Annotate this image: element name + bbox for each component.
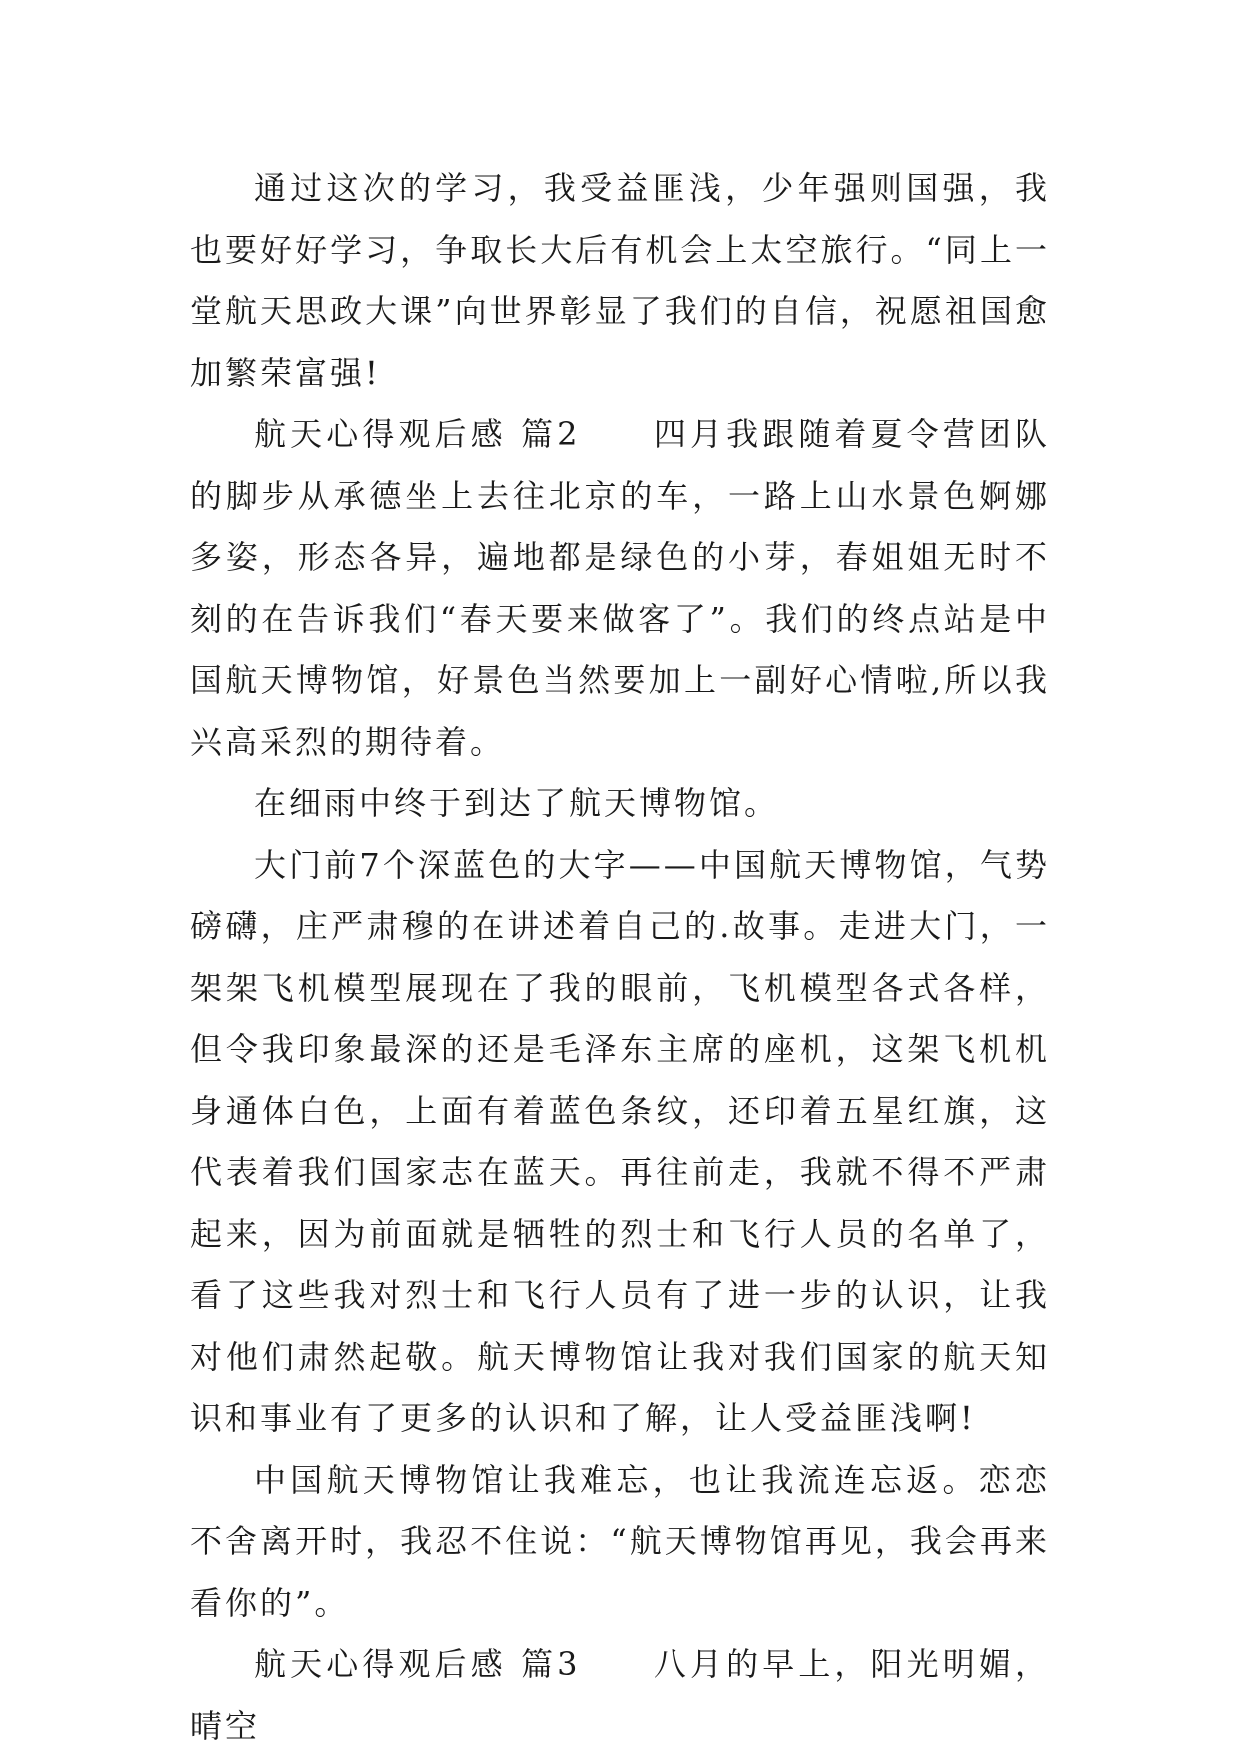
paragraph-farewell: 中国航天博物馆让我难忘，也让我流连忘返。恋恋不舍离开时，我忍不住说：“航天博物馆再见，我会再来看你的”。 — [190, 1460, 1050, 1622]
document-body — [190, 158, 1050, 1757]
paragraph-conclusion: 通过这次的学习，我受益匪浅，少年强则国强，我也要好好学习，争取长大后有机会上太空旅行。“同上一堂航天思政大课”向世界彰显了我们的自信，祝愿祖国愈加繁荣富强! — [190, 169, 1050, 392]
paragraph-essay-2-intro: 航天心得观后感 篇2 四月我跟随着夏令营团队的脚步从承德坐上去往北京的车，一路上山水景色婀娜多姿，形态各异，遍地都是绿色的小芽，春姐姐无时不刻的在告诉我们“春天要来做客了”。我们的终点站是中国航天博物馆，好景色当然要加上一副好心情啦,所以我兴高采烈的期待着。 — [190, 415, 1050, 761]
paragraph-museum-visit: 大门前7个深蓝色的大字——中国航天博物馆，气势磅礴，庄严肃穆的在讲述着自己的.故事。走进大门，一架架飞机模型展现在了我的眼前，飞机模型各式各样，但令我印象最深的还是毛泽东主席的座机，这架飞机机身通体白色，上面有着蓝色条纹，还印着五星红旗，这代表着我们国家志在蓝天。再往前走，我就不得不严肃起来，因为前面就是牺牲的烈士和飞行人员的名单了，看了这些我对烈士和飞行人员有了进一步的认识，让我对他们肃然起敬。航天博物馆让我对我们国家的航天知识和事业有了更多的认识和了解，让人受益匪浅啊! — [190, 845, 1050, 1437]
paragraph-essay-3-intro: 航天心得观后感 篇3 八月的早上，阳光明媚，晴空 — [190, 1645, 1050, 1745]
paragraph-arrival: 在细雨中终于到达了航天博物馆。 — [254, 784, 780, 822]
